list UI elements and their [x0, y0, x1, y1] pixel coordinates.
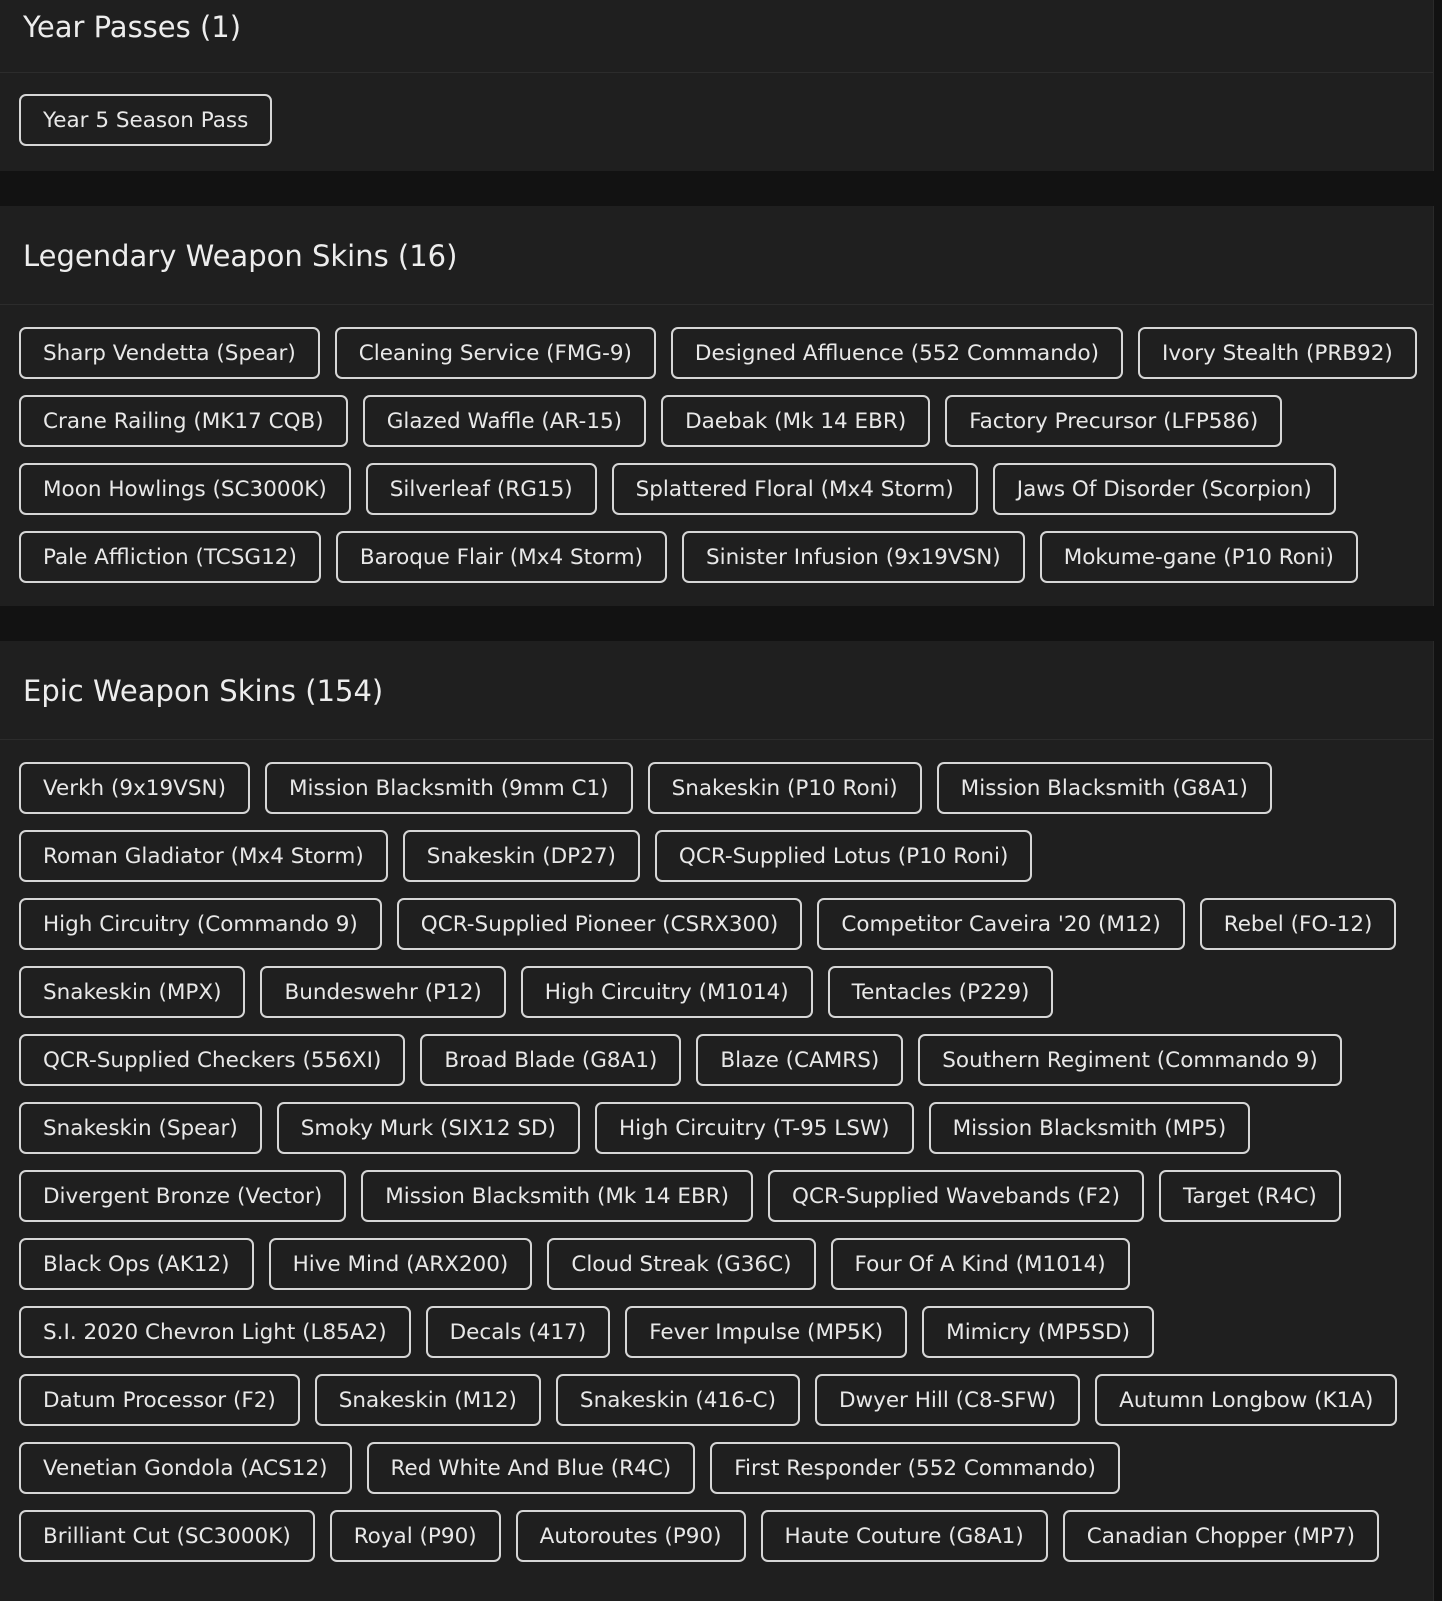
skin-chip[interactable]: Snakeskin (416-C)	[556, 1374, 800, 1426]
skin-chip[interactable]: QCR-Supplied Checkers (556XI)	[19, 1034, 405, 1086]
skin-chip[interactable]: Autoroutes (P90)	[516, 1510, 746, 1562]
chip-row	[19, 762, 1433, 814]
skin-chip[interactable]: Royal (P90)	[330, 1510, 501, 1562]
skin-chip[interactable]: Cleaning Service (FMG-9)	[335, 327, 656, 379]
chip-row	[19, 1442, 1433, 1494]
skin-chip[interactable]: Year 5 Season Pass	[19, 94, 272, 146]
chip-list	[0, 305, 1433, 583]
chip-row	[19, 531, 1433, 583]
skin-chip[interactable]: Four Of A Kind (M1014)	[831, 1238, 1130, 1290]
skin-chip[interactable]: Mission Blacksmith (MP5)	[929, 1102, 1251, 1154]
section-title: Epic Weapon Skins (154)	[23, 674, 384, 708]
skin-chip[interactable]: First Responder (552 Commando)	[710, 1442, 1120, 1494]
skin-chip[interactable]: Ivory Stealth (PRB92)	[1138, 327, 1417, 379]
skin-chip[interactable]: Daebak (Mk 14 EBR)	[661, 395, 930, 447]
skin-chip[interactable]: Crane Railing (MK17 CQB)	[19, 395, 348, 447]
skin-chip[interactable]: Moon Howlings (SC3000K)	[19, 463, 351, 515]
chip-row	[19, 966, 1433, 1018]
chip-row	[19, 1170, 1433, 1222]
skin-chip[interactable]: Jaws Of Disorder (Scorpion)	[993, 463, 1336, 515]
skin-chip[interactable]: Snakeskin (Spear)	[19, 1102, 262, 1154]
skin-chip[interactable]: Red White And Blue (R4C)	[367, 1442, 696, 1494]
skin-chip[interactable]: Southern Regiment (Commando 9)	[918, 1034, 1341, 1086]
skin-chip[interactable]: Broad Blade (G8A1)	[420, 1034, 681, 1086]
skin-chip[interactable]: Mission Blacksmith (9mm C1)	[265, 762, 633, 814]
skin-chip[interactable]: QCR-Supplied Lotus (P10 Roni)	[655, 830, 1033, 882]
skin-chip[interactable]: High Circuitry (Commando 9)	[19, 898, 382, 950]
skin-chip[interactable]: Brilliant Cut (SC3000K)	[19, 1510, 315, 1562]
skin-chip[interactable]: QCR-Supplied Pioneer (CSRX300)	[397, 898, 803, 950]
chip-row	[19, 830, 1433, 882]
section-year-passes	[0, 0, 1434, 171]
skin-chip[interactable]: Sharp Vendetta (Spear)	[19, 327, 320, 379]
skin-chip[interactable]: QCR-Supplied Wavebands (F2)	[768, 1170, 1144, 1222]
skin-chip[interactable]: Blaze (CAMRS)	[696, 1034, 903, 1086]
chip-row	[19, 1102, 1433, 1154]
skin-chip[interactable]: High Circuitry (M1014)	[521, 966, 813, 1018]
skin-chip[interactable]: Glazed Waffle (AR-15)	[363, 395, 646, 447]
skin-chip[interactable]: Factory Precursor (LFP586)	[945, 395, 1282, 447]
skin-chip[interactable]: Hive Mind (ARX200)	[269, 1238, 533, 1290]
skin-chip[interactable]: High Circuitry (T-95 LSW)	[595, 1102, 914, 1154]
skin-chip[interactable]: Competitor Caveira '20 (M12)	[817, 898, 1184, 950]
skin-chip[interactable]: Designed Affluence (552 Commando)	[671, 327, 1123, 379]
skin-chip[interactable]: Mimicry (MP5SD)	[922, 1306, 1154, 1358]
skin-chip[interactable]: Snakeskin (DP27)	[403, 830, 640, 882]
chip-row	[19, 1238, 1433, 1290]
skin-chip[interactable]: Rebel (FO-12)	[1200, 898, 1397, 950]
section-title: Year Passes (1)	[23, 10, 242, 44]
section-header	[0, 0, 1433, 73]
section-legendary-weapon-skins	[0, 206, 1434, 606]
skin-chip[interactable]: Cloud Streak (G36C)	[547, 1238, 815, 1290]
section-epic-weapon-skins	[0, 641, 1434, 1601]
chip-row	[19, 395, 1433, 447]
skin-chip[interactable]: Splattered Floral (Mx4 Storm)	[612, 463, 978, 515]
skin-chip[interactable]: Fever Impulse (MP5K)	[625, 1306, 907, 1358]
chip-row	[19, 463, 1433, 515]
chip-row	[19, 1306, 1433, 1358]
skin-chip[interactable]: Snakeskin (MPX)	[19, 966, 245, 1018]
skin-chip[interactable]: Snakeskin (P10 Roni)	[648, 762, 922, 814]
skin-chip[interactable]: Baroque Flair (Mx4 Storm)	[336, 531, 667, 583]
skin-chip[interactable]: Datum Processor (F2)	[19, 1374, 300, 1426]
skin-chip[interactable]: Black Ops (AK12)	[19, 1238, 254, 1290]
skin-chip[interactable]: Divergent Bronze (Vector)	[19, 1170, 346, 1222]
skin-chip[interactable]: Haute Couture (G8A1)	[761, 1510, 1048, 1562]
skin-chip[interactable]: Verkh (9x19VSN)	[19, 762, 250, 814]
chip-row	[19, 94, 1433, 146]
skin-chip[interactable]: Target (R4C)	[1159, 1170, 1341, 1222]
skin-chip[interactable]: Pale Affliction (TCSG12)	[19, 531, 321, 583]
section-title: Legendary Weapon Skins (16)	[23, 239, 458, 273]
skin-chip[interactable]: Roman Gladiator (Mx4 Storm)	[19, 830, 388, 882]
section-header	[0, 641, 1433, 740]
chip-list	[0, 73, 1433, 146]
skin-chip[interactable]: Decals (417)	[426, 1306, 611, 1358]
chip-row	[19, 898, 1433, 950]
skin-chip[interactable]: Silverleaf (RG15)	[366, 463, 597, 515]
chip-row	[19, 1510, 1433, 1562]
section-header	[0, 206, 1433, 305]
chip-list	[0, 740, 1433, 1562]
skin-chip[interactable]: Autumn Longbow (K1A)	[1095, 1374, 1397, 1426]
skin-chip[interactable]: S.I. 2020 Chevron Light (L85A2)	[19, 1306, 411, 1358]
skin-chip[interactable]: Bundeswehr (P12)	[260, 966, 505, 1018]
skin-chip[interactable]: Smoky Murk (SIX12 SD)	[277, 1102, 580, 1154]
skin-chip[interactable]: Tentacles (P229)	[828, 966, 1054, 1018]
chip-row	[19, 1374, 1433, 1426]
skin-chip[interactable]: Mission Blacksmith (Mk 14 EBR)	[361, 1170, 753, 1222]
chip-row	[19, 1034, 1433, 1086]
skin-chip[interactable]: Venetian Gondola (ACS12)	[19, 1442, 352, 1494]
skin-chip[interactable]: Sinister Infusion (9x19VSN)	[682, 531, 1025, 583]
skin-chip[interactable]: Canadian Chopper (MP7)	[1063, 1510, 1379, 1562]
chip-row	[19, 327, 1433, 379]
skin-chip[interactable]: Mission Blacksmith (G8A1)	[937, 762, 1272, 814]
skin-chip[interactable]: Snakeskin (M12)	[315, 1374, 541, 1426]
skin-chip[interactable]: Mokume-gane (P10 Roni)	[1040, 531, 1358, 583]
skin-chip[interactable]: Dwyer Hill (C8-SFW)	[815, 1374, 1080, 1426]
